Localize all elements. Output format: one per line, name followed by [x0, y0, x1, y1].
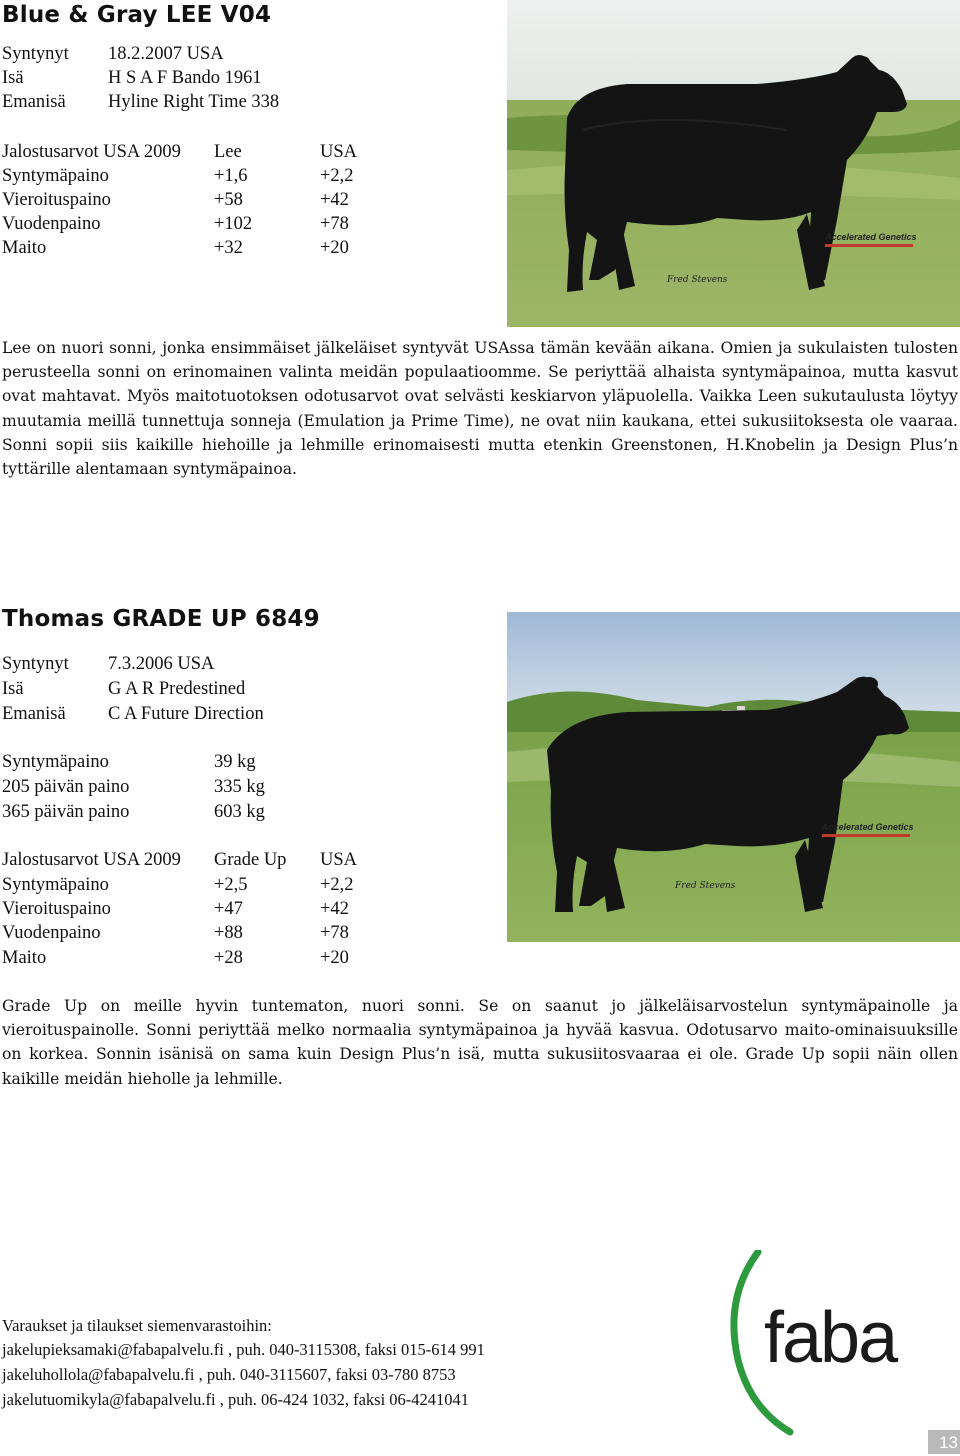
breeding-col1: +88	[214, 923, 243, 943]
page-number: 13	[928, 1430, 960, 1454]
pedigree-label: Isä	[2, 68, 24, 88]
breeding-col1: Grade Up	[214, 850, 287, 870]
watermark-logo	[824, 232, 917, 247]
pedigree-label: Syntynyt	[2, 44, 69, 64]
bull2-title: Thomas GRADE UP 6849	[2, 606, 320, 632]
breeding-col2: +20	[320, 948, 349, 968]
bull-photo-illustration	[507, 0, 960, 327]
pedigree-label: Syntynyt	[2, 654, 69, 674]
breeding-label: Vieroituspaino	[2, 190, 111, 210]
breeding-col1: +58	[214, 190, 243, 210]
breeding-col2: +42	[320, 899, 349, 919]
breeding-col1: +28	[214, 948, 243, 968]
weight-value: 603 kg	[214, 802, 265, 822]
breeding-col2: +2,2	[320, 875, 354, 895]
pedigree-label: Emanisä	[2, 704, 66, 724]
breeding-col2: +78	[320, 923, 349, 943]
breeding-col2: USA	[320, 850, 358, 870]
description-text: Grade Up on meille hyvin tuntematon, nuori sonni. Se on saanut jo jälkeläisarvostelun syntymäpainolle ja vieroituspainolle. Sonni periyttää melko normaalia syntymäpainoa ja hyvää kasvua. Odotusarvo maito-ominaisuuksille on korkea. Sonnin isänisä on sama kuin Design Plus’n isä, mutta sukusiitosvaaraa ei ole. Grade Up sopii näin ollen kaikille meidän hieholle ja lehmille.	[2, 997, 958, 1088]
weight-value: 335 kg	[214, 777, 265, 797]
breeding-col1: Lee	[214, 142, 242, 162]
photo-signature: Fred Stevens	[667, 275, 728, 285]
watermark-logo	[821, 822, 914, 837]
bull2-description	[2, 994, 958, 1091]
footer-heading: Varaukset ja tilaukset siemenvarastoihin:	[2, 1316, 272, 1335]
breeding-col2: +78	[320, 214, 349, 234]
breeding-label: Jalostusarvot USA 2009	[2, 142, 181, 162]
weight-label: Syntymäpaino	[2, 752, 109, 772]
pedigree-value: 7.3.2006 USA	[108, 654, 215, 674]
breeding-col1: +47	[214, 899, 243, 919]
breeding-col1: +102	[214, 214, 253, 234]
faba-logo-graphic	[728, 1250, 960, 1440]
breeding-col1: +2,5	[214, 875, 248, 895]
description-text: Lee on nuori sonni, jonka ensimmäiset jälkeläiset syntyvät USAssa tämän kevään aikana. Omien ja sukulaisten tulosten perusteella sonni on erinomainen valinta meidän populaatioomme. Se periyttää alhaista syntymäpainoa, mutta kasvut ovat mahtavat. Myös maitotuotoksen odotusarvot ovat selvästi keskiarvon yläpuolella. Vaikka Leen sukutaulusta löytyy muutamia meillä tunnettuja sonneja (Emulation ja Prime Time), ne ovat niin kaukana, ettei sukusiitoksesta ole vaaraa. Sonni sopii siis kaikille hiehoille ja lehmille erinomaisesti mutta etenkin Greenstonen, H.Knobelin ja Design Plus’n tyttärille alentamaan syntymäpainoa.	[2, 339, 958, 479]
breeding-col1: +32	[214, 238, 243, 258]
breeding-label: Syntymäpaino	[2, 166, 109, 186]
pedigree-value: H S A F Bando 1961	[108, 68, 262, 88]
bull2-photo	[507, 612, 960, 942]
faba-logo	[728, 1250, 960, 1440]
breeding-label: Jalostusarvot USA 2009	[2, 850, 181, 870]
photo-signature: Fred Stevens	[675, 881, 736, 891]
pedigree-value: Hyline Right Time 338	[108, 92, 280, 112]
breeding-col2: +2,2	[320, 166, 354, 186]
footer-contact-tuomikyla[interactable]: jakelutuomikyla@fabapalvelu.fi , puh. 06-424 1032, faksi 06-4241041	[2, 1390, 470, 1409]
breeding-col2: +20	[320, 238, 349, 258]
bull-photo-illustration	[507, 612, 960, 942]
weight-label: 365 päivän paino	[2, 802, 130, 822]
photo-watermark: Accelerated Genetics	[825, 232, 917, 242]
weight-value: 39 kg	[214, 752, 256, 772]
breeding-label: Vuodenpaino	[2, 214, 101, 234]
footer-contact-pieksamaki[interactable]: jakelupieksamaki@fabapalvelu.fi , puh. 040-3115308, faksi 015-614 991	[2, 1340, 485, 1359]
breeding-col2: USA	[320, 142, 358, 162]
pedigree-value: G A R Predestined	[108, 679, 246, 699]
breeding-label: Maito	[2, 948, 47, 968]
pedigree-value: 18.2.2007 USA	[108, 44, 224, 64]
breeding-label: Syntymäpaino	[2, 875, 109, 895]
breeding-label: Maito	[2, 238, 47, 258]
weight-label: 205 päivän paino	[2, 777, 130, 797]
breeding-col1: +1,6	[214, 166, 248, 186]
photo-watermark: Accelerated Genetics	[822, 822, 914, 832]
pedigree-label: Emanisä	[2, 92, 66, 112]
logo-text: faba	[764, 1298, 897, 1378]
pedigree-label: Isä	[2, 679, 24, 699]
breeding-label: Vuodenpaino	[2, 923, 101, 943]
bull1-photo	[507, 0, 960, 327]
breeding-col2: +42	[320, 190, 349, 210]
bull1-description	[2, 336, 958, 481]
breeding-label: Vieroituspaino	[2, 899, 111, 919]
footer-contact-hollola[interactable]: jakeluhollola@fabapalvelu.fi , puh. 040-3115607, faksi 03-780 8753	[2, 1365, 456, 1384]
bull1-title: Blue & Gray LEE V04	[2, 2, 272, 28]
pedigree-value: C A Future Direction	[108, 704, 264, 724]
